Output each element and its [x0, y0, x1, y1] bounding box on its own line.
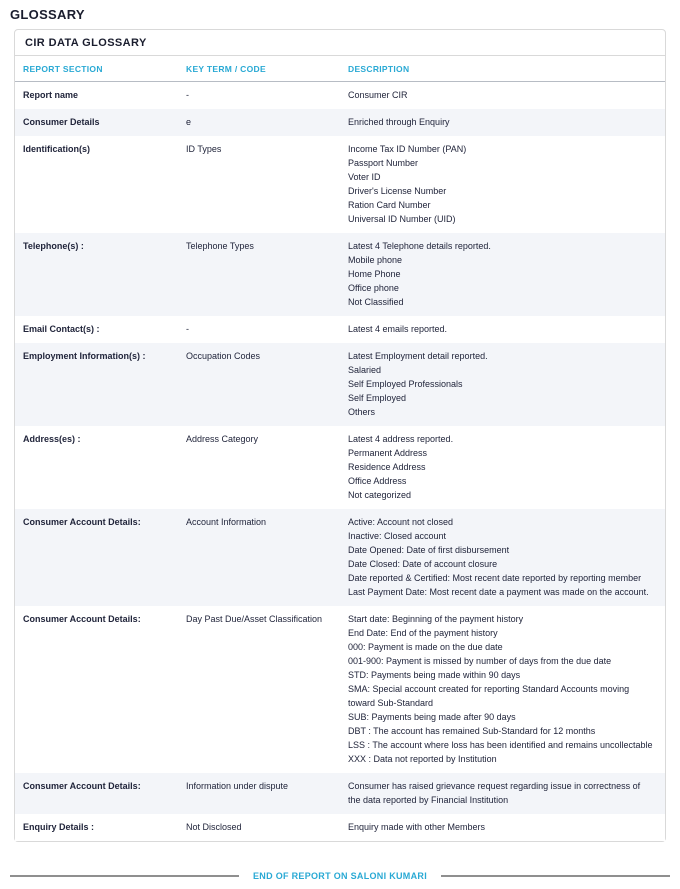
description-line: Office Address	[348, 476, 407, 486]
description-line: Voter ID	[348, 172, 381, 182]
table-header-row	[15, 56, 665, 82]
description-line: Active: Account not closed	[348, 517, 454, 527]
description-line: XXX : Data not reported by Institution	[348, 754, 497, 764]
row-report-section: Telephone(s) :	[23, 241, 84, 251]
description-line: Office phone	[348, 283, 399, 293]
table-row	[15, 509, 665, 606]
row-description	[340, 82, 665, 109]
row-key-term: Not Disclosed	[186, 822, 242, 832]
description-line: Mobile phone	[348, 255, 403, 265]
column-header-key-term: KEY TERM / CODE	[186, 64, 266, 74]
description-line: Universal ID Number (UID)	[348, 214, 456, 224]
row-report-section: Address(es) :	[23, 434, 81, 444]
end-of-report-footer	[10, 871, 670, 881]
description-line: 001-900: Payment is missed by number of days from the due date	[348, 656, 612, 666]
row-key-term: Day Past Due/Asset Classification	[186, 614, 323, 624]
row-description	[340, 343, 665, 426]
row-report-section: Consumer Account Details:	[23, 614, 141, 624]
row-description	[340, 509, 665, 606]
description-line: Latest 4 Telephone details reported.	[348, 241, 491, 251]
description-line: SMA: Special account created for reporting Standard Accounts moving toward Sub-Standard	[348, 684, 630, 708]
column-header-description: DESCRIPTION	[348, 64, 410, 74]
description-line: Self Employed Professionals	[348, 379, 463, 389]
table-row	[15, 343, 665, 426]
description-line: STD: Payments being made within 90 days	[348, 670, 521, 680]
table-row	[15, 136, 665, 233]
description-line: Last Payment Date: Most recent date a payment was made on the account.	[348, 587, 649, 597]
description-line: Not Classified	[348, 297, 404, 307]
glossary-card	[14, 29, 666, 842]
description-line: Others	[348, 407, 376, 417]
row-report-section: Employment Information(s) :	[23, 351, 146, 361]
table-row	[15, 426, 665, 509]
description-line: Enriched through Enquiry	[348, 117, 450, 127]
row-report-section: Identification(s)	[23, 144, 90, 154]
row-report-section: Email Contact(s) :	[23, 324, 100, 334]
description-line: SUB: Payments being made after 90 days	[348, 712, 516, 722]
footer-rule-left	[10, 875, 239, 877]
description-line: Income Tax ID Number (PAN)	[348, 144, 467, 154]
description-line: Enquiry made with other Members	[348, 822, 486, 832]
row-key-term: Account Information	[186, 517, 267, 527]
row-description	[340, 316, 665, 343]
end-of-report-text: END OF REPORT ON SALONI KUMARI	[253, 871, 428, 881]
description-line: Driver's License Number	[348, 186, 447, 196]
description-line: 000: Payment is made on the due date	[348, 642, 503, 652]
table-row	[15, 233, 665, 316]
row-description	[340, 233, 665, 316]
description-line: Start date: Beginning of the payment history	[348, 614, 524, 624]
description-line: Ration Card Number	[348, 200, 431, 210]
footer-rule-right	[441, 875, 670, 877]
table-row	[15, 773, 665, 814]
row-report-section: Consumer Account Details:	[23, 781, 141, 791]
row-key-term: -	[186, 90, 189, 100]
description-line: Passport Number	[348, 158, 419, 168]
row-description	[340, 814, 665, 841]
row-key-term: Address Category	[186, 434, 259, 444]
column-header-report-section: REPORT SECTION	[23, 64, 103, 74]
row-description	[340, 136, 665, 233]
description-line: Home Phone	[348, 269, 401, 279]
description-line: Latest 4 emails reported.	[348, 324, 448, 334]
description-line: Salaried	[348, 365, 382, 375]
glossary-table-body	[15, 82, 665, 841]
table-row	[15, 814, 665, 841]
description-line: LSS : The account where loss has been identified and remains uncollectable	[348, 740, 653, 750]
description-line: Self Employed	[348, 393, 407, 403]
description-line: Residence Address	[348, 462, 426, 472]
card-title: CIR DATA GLOSSARY	[15, 30, 665, 56]
row-description	[340, 773, 665, 814]
description-line: Permanent Address	[348, 448, 428, 458]
row-key-term: ID Types	[186, 144, 222, 154]
description-line: Latest 4 address reported.	[348, 434, 454, 444]
row-key-term: Occupation Codes	[186, 351, 261, 361]
table-row	[15, 82, 665, 109]
description-line: Not categorized	[348, 490, 412, 500]
description-line: Date Closed: Date of account closure	[348, 559, 498, 569]
table-row	[15, 606, 665, 773]
description-line: Latest Employment detail reported.	[348, 351, 488, 361]
description-line: End Date: End of the payment history	[348, 628, 498, 638]
table-row	[15, 316, 665, 343]
description-line: Inactive: Closed account	[348, 531, 447, 541]
table-row	[15, 109, 665, 136]
description-line: Date Opened: Date of first disbursement	[348, 545, 510, 555]
row-report-section: Enquiry Details :	[23, 822, 95, 832]
row-key-term: Telephone Types	[186, 241, 254, 251]
row-report-section: Consumer Account Details:	[23, 517, 141, 527]
row-key-term: -	[186, 324, 189, 334]
description-line: Consumer CIR	[348, 90, 408, 100]
description-line: Consumer has raised grievance request regarding issue in correctness of the data reported by Financial Institution	[348, 781, 641, 805]
row-description	[340, 606, 665, 773]
description-line: Date reported & Certified: Most recent date reported by reporting member	[348, 573, 642, 583]
row-description	[340, 109, 665, 136]
page-title: GLOSSARY	[10, 7, 85, 22]
row-report-section: Report name	[23, 90, 79, 100]
description-line: DBT : The account has remained Sub-Standard for 12 months	[348, 726, 596, 736]
row-key-term: e	[186, 117, 192, 127]
row-report-section: Consumer Details	[23, 117, 100, 127]
row-description	[340, 426, 665, 509]
row-key-term: Information under dispute	[186, 781, 289, 791]
